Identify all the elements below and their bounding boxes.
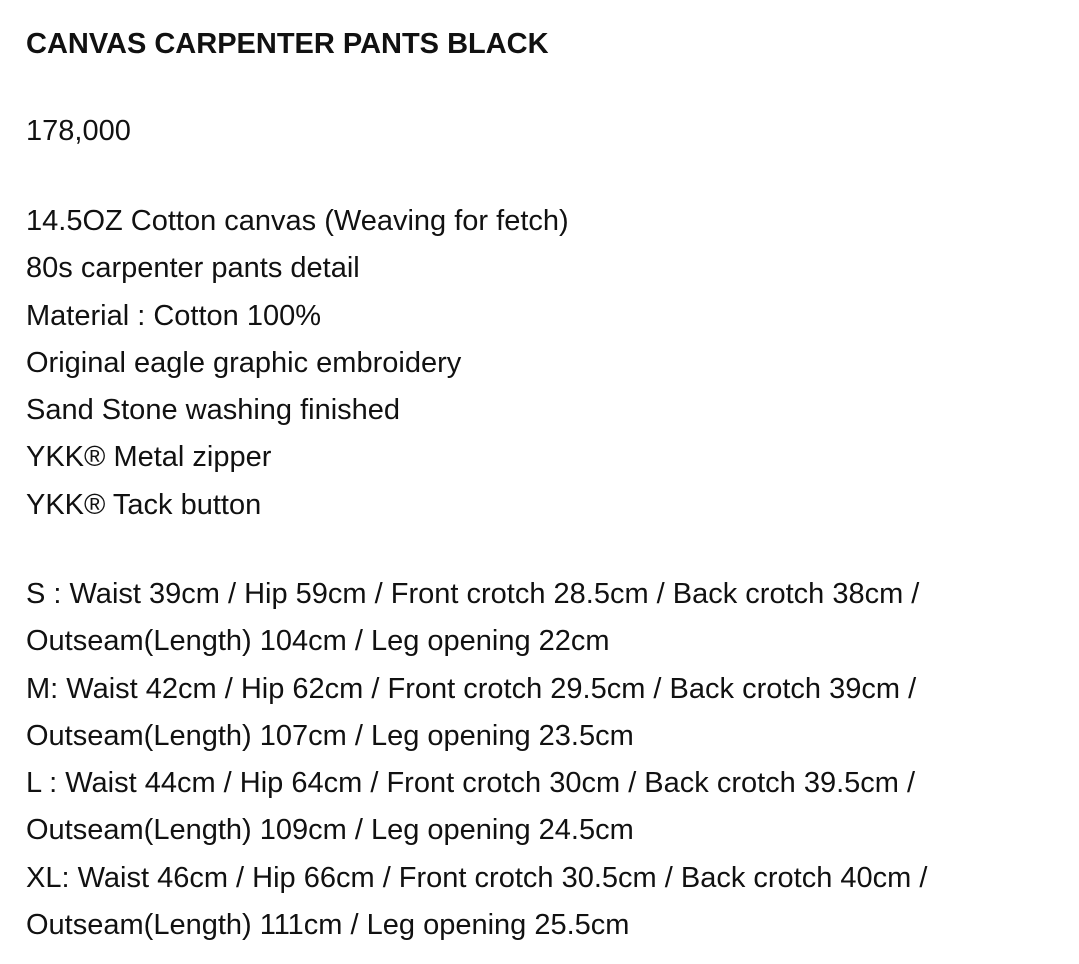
feature-item: 14.5OZ Cotton canvas (Weaving for fetch) <box>26 205 569 237</box>
size-measurements: L : Waist 44cm / Hip 64cm / Front crotch 30cm / Back crotch 39.5cm / <box>26 767 916 800</box>
size-measurements: S : Waist 39cm / Hip 59cm / Front crotch 28.5cm / Back crotch 38cm / <box>26 578 920 610</box>
feature-item: YKK® Metal zipper <box>26 441 272 474</box>
product-title: CANVAS CARPENTER PANTS BLACK <box>26 28 549 60</box>
size-entry-l <box>26 760 1066 855</box>
size-measurements: XL: Waist 46cm / Hip 66cm / Front crotch 30.5cm / Back crotch 40cm / <box>26 861 928 894</box>
feature-list <box>26 198 569 529</box>
size-measurements-cont: Outseam(Length) 107cm / Leg opening 23.5cm <box>26 719 634 752</box>
size-measurements-cont: Outseam(Length) 111cm / Leg opening 25.5cm <box>26 909 630 942</box>
feature-item: YKK® Tack button <box>26 488 262 521</box>
size-measurements: M: Waist 42cm / Hip 62cm / Front crotch 29.5cm / Back crotch 39cm / <box>26 672 917 705</box>
size-chart <box>26 571 1066 949</box>
feature-item: Original eagle graphic embroidery <box>26 346 462 379</box>
size-entry-m <box>26 666 1066 761</box>
size-entry-xl <box>26 855 1066 950</box>
product-price: 178,000 <box>26 115 131 147</box>
size-measurements-cont: Outseam(Length) 104cm / Leg opening 22cm <box>26 625 610 658</box>
size-measurements-cont: Outseam(Length) 109cm / Leg opening 24.5cm <box>26 814 634 847</box>
feature-item: Material : Cotton 100% <box>26 299 321 332</box>
feature-item: 80s carpenter pants detail <box>26 252 360 285</box>
feature-item: Sand Stone washing finished <box>26 394 401 427</box>
size-entry-s <box>26 571 1066 666</box>
